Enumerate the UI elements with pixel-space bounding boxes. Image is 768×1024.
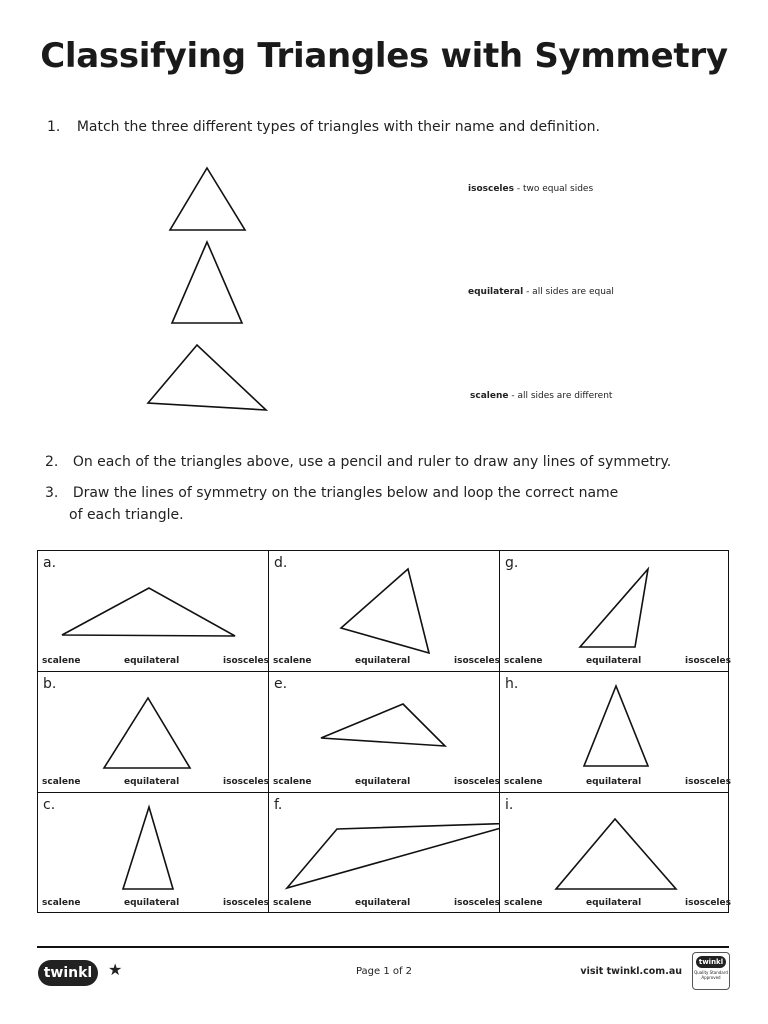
question-3-number: 3. [45,485,59,501]
page-number: Page 1 of 2 [355,966,413,977]
question-3-text: Draw the lines of symmetry on the triangles below and loop the correct name [72,485,619,501]
option-isosceles[interactable]: isosceles [223,898,269,908]
cell-letter: i. [505,797,514,813]
option-isosceles[interactable]: isosceles [454,898,500,908]
option-scalene[interactable]: scalene [504,898,543,908]
page-title: Classifying Triangles with Symmetry [40,36,728,76]
option-equilateral[interactable]: equilateral [355,898,411,908]
option-scalene[interactable]: scalene [42,777,81,787]
grid-cell-c [38,793,268,913]
option-equilateral[interactable]: equilateral [124,656,180,666]
grid-cell-g [500,551,730,671]
option-isosceles[interactable]: isosceles [223,656,269,666]
option-equilateral[interactable]: equilateral [355,777,411,787]
top-triangle-equilateral [170,168,245,230]
cell-letter: b. [43,676,57,692]
footer-divider [37,946,729,948]
triangle-h [500,672,730,792]
triangle-b [38,672,268,792]
cell-letter: g. [505,555,519,571]
badge-logo: twinkl [696,956,726,968]
cell-letter: d. [274,555,288,571]
question-2-text: On each of the triangles above, use a pencil and ruler to draw any lines of symmetry. [72,454,672,470]
triangle-g [500,551,730,671]
option-scalene[interactable]: scalene [42,656,81,666]
definition-desc: - all sides are equal [523,287,614,297]
badge-text: Quality Standard Approved [694,970,728,980]
cell-letter: c. [43,797,56,813]
option-scalene[interactable]: scalene [273,656,312,666]
question-1-number: 1. [47,119,61,135]
cell-letter: e. [274,676,288,692]
option-isosceles[interactable]: isosceles [454,777,500,787]
option-scalene[interactable]: scalene [504,656,543,666]
grid-cell-a [38,551,268,671]
option-equilateral[interactable]: equilateral [586,656,642,666]
top-triangle-scalene [148,345,266,410]
definition-equilateral [468,287,614,297]
triangle-e [269,672,499,792]
quality-badge [692,952,730,990]
question-3 [45,482,618,504]
question-2-number: 2. [45,454,59,470]
definition-desc: - all sides are different [508,391,613,401]
twinkl-logo[interactable]: twinkl [38,960,98,986]
cell-letter: f. [274,797,283,813]
definition-scalene [470,391,612,401]
option-isosceles[interactable]: isosceles [685,656,731,666]
question-2 [45,451,671,473]
grid-cell-b [38,672,268,792]
question-1-text: Match the three different types of triangles with their name and definition. [76,119,601,135]
grid-cell-e [269,672,499,792]
option-equilateral[interactable]: equilateral [124,777,180,787]
option-scalene[interactable]: scalene [273,777,312,787]
definition-term: isosceles [468,184,514,194]
option-equilateral[interactable]: equilateral [586,898,642,908]
definition-term: equilateral [468,287,524,297]
definition-term: scalene [470,391,509,401]
triangle-d [269,551,499,671]
option-equilateral[interactable]: equilateral [124,898,180,908]
grid-cell-d [269,551,499,671]
option-scalene[interactable]: scalene [504,777,543,787]
option-equilateral[interactable]: equilateral [355,656,411,666]
question-3-continued: of each triangle. [69,507,184,523]
grid-cell-f [269,793,499,913]
triangle-a [38,551,268,671]
top-triangle-isosceles [172,242,242,323]
triangle-f [269,793,499,913]
option-isosceles[interactable]: isosceles [685,777,731,787]
option-equilateral[interactable]: equilateral [586,777,642,787]
option-scalene[interactable]: scalene [273,898,312,908]
grid-cell-h [500,672,730,792]
grid-cell-i [500,793,730,913]
star-icon: ★ [108,960,123,979]
triangle-grid [37,550,729,913]
option-isosceles[interactable]: isosceles [223,777,269,787]
definition-isosceles [468,184,593,194]
cell-letter: h. [505,676,519,692]
triangle-c [38,793,268,913]
definition-desc: - two equal sides [513,184,594,194]
option-isosceles[interactable]: isosceles [685,898,731,908]
visit-link[interactable]: visit twinkl.com.au [580,966,682,977]
option-isosceles[interactable]: isosceles [454,656,500,666]
triangle-i [500,793,730,913]
cell-letter: a. [43,555,57,571]
option-scalene[interactable]: scalene [42,898,81,908]
